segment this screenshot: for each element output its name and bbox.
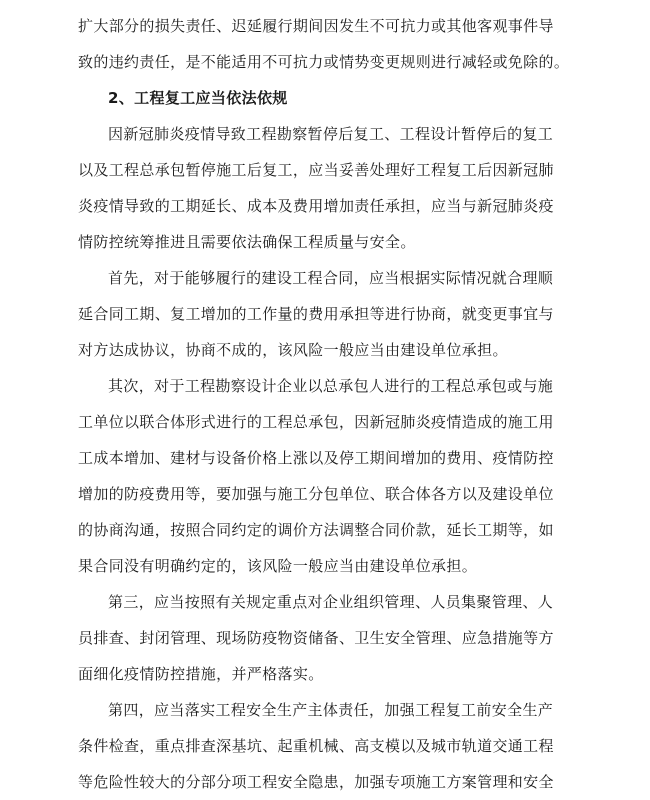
text-line: 炎疫情导致的工期延长、成本及费用增加责任承担，应当与新冠肺炎疫 <box>78 197 554 215</box>
section-heading: 2、工程复工应当依法依规 <box>108 89 288 107</box>
paragraph-continuation <box>78 8 580 80</box>
text-line: 对方达成协议，协商不成的，该风险一般应当由建设单位承担。 <box>78 341 508 359</box>
text-line: 因新冠肺炎疫情导致工程勘察暂停后复工、工程设计暂停后的复工 <box>108 125 554 143</box>
text-line: 情防控统筹推进且需要依法确保工程质量与安全。 <box>78 233 416 251</box>
text-line: 工单位以联合体形式进行的工程总承包，因新冠肺炎疫情造成的施工用 <box>78 413 554 431</box>
text-line: 条件检查，重点排查深基坑、起重机械、高支模以及城市轨道交通工程 <box>78 737 554 755</box>
paragraph-second <box>78 368 580 584</box>
text-line: 其次，对于工程勘察设计企业以总承包人进行的工程总承包或与施 <box>108 377 554 395</box>
text-line: 扩大部分的损失责任、迟延履行期间因发生不可抗力或其他客观事件导 <box>78 17 554 35</box>
text-line: 果合同没有明确约定的，该风险一般应当由建设单位承担。 <box>78 557 478 575</box>
text-line: 以及工程总承包暂停施工后复工，应当妥善处理好工程复工后因新冠肺 <box>78 161 554 179</box>
text-line: 增加的防疫费用等，要加强与施工分包单位、联合体各方以及建设单位 <box>78 485 554 503</box>
text-line: 的协商沟通，按照合同约定的调价方法调整合同价款，延长工期等，如 <box>78 521 554 539</box>
text-line: 面细化疫情防控措施，并严格落实。 <box>78 665 324 683</box>
text-line: 工成本增加、建材与设备价格上涨以及停工期间增加的费用、疫情防控 <box>78 449 554 467</box>
paragraph-fourth <box>78 692 580 800</box>
text-line: 第三，应当按照有关规定重点对企业组织管理、人员集聚管理、人 <box>108 593 554 611</box>
paragraph-first <box>78 260 580 368</box>
text-line: 致的违约责任，是不能适用不可抗力或情势变更规则进行减轻或免除的。 <box>78 53 570 71</box>
paragraph-third <box>78 584 580 692</box>
text-line: 延合同工期、复工增加的工作量的费用承担等进行协商，就变更事宜与 <box>78 305 554 323</box>
text-line: 员排查、封闭管理、现场防疫物资储备、卫生安全管理、应急措施等方 <box>78 629 554 647</box>
text-line: 第四，应当落实工程安全生产主体责任，加强工程复工前安全生产 <box>108 701 554 719</box>
text-line: 首先，对于能够履行的建设工程合同，应当根据实际情况就合理顺 <box>108 269 554 287</box>
paragraph-resumption <box>78 116 580 260</box>
text-line: 等危险性较大的分部分项工程安全隐患，加强专项施工方案管理和安全 <box>78 773 554 791</box>
